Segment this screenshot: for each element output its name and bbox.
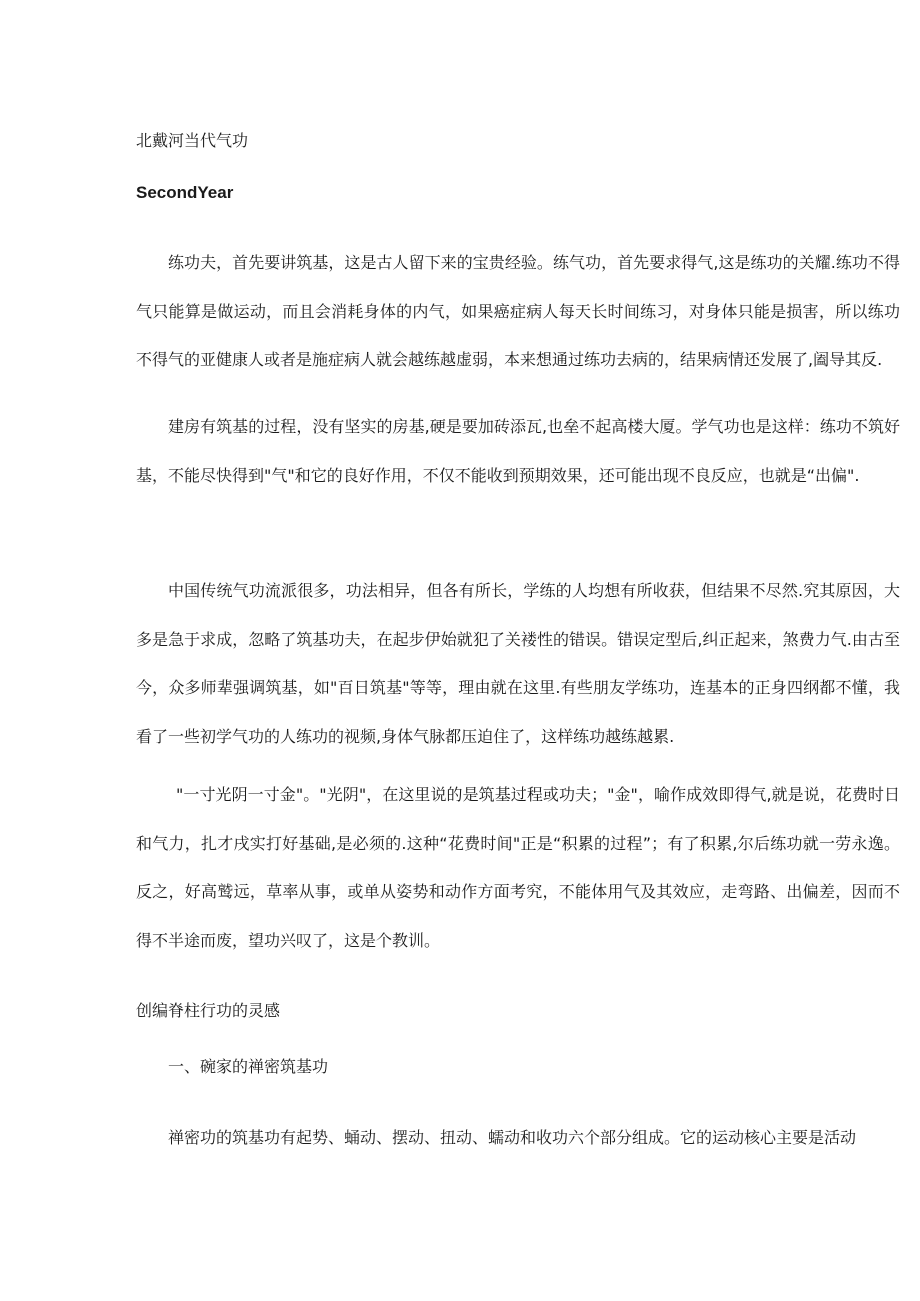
document-subtitle: SecondYear (136, 183, 234, 202)
document-title: 北戴河当代气功 (136, 131, 249, 150)
paragraph-3: 中国传统气功流派很多，功法相异，但各有所长，学练的人均想有所收获，但结果不尽然.究其原因，大多是急于求成，忽略了筑基功夫，在起步伊始就犯了关褛性的错误。错误定型后,纠正起来，煞费力气.由古至今，众多师辈强调筑基，如"百日筑基"等等，理由就在这里.有些朋友学练功，连基本的正身四纲都不懂，我看了一些初学气功的人练功的视频,身体气脉都压迫住了，这样练功越练越累. (136, 581, 900, 746)
paragraph-5: 禅密功的筑基功有起势、蛹动、摆动、扭动、蠕动和收功六个部分组成。它的运动核心主要是活动 (168, 1128, 857, 1147)
section-heading: 创编脊柱行功的灵感 (136, 1001, 281, 1020)
paragraph-2: 建房有筑基的过程，没有坚实的房基,硬是要加砖添瓦,也垒不起高楼大厦。学气功也是这样：练功不筑好基，不能尽快得到"气"和它的良好作用，不仅不能收到预期效果，还可能出现不良反应，也就是“出偏". (136, 417, 900, 485)
paragraph-1: 练功夫，首先要讲筑基，这是古人留下来的宝贵经验。练气功，首先要求得气,这是练功的关耀.练功不得气只能算是做运动，而且会消耗身体的内气，如果癌症病人每天长时间练习，对身体只能是损害，所以练功不得气的亚健康人或者是施症病人就会越练越虚弱，本来想通过练功去病的，结果病情还发展了,阖导其反. (136, 253, 900, 369)
subsection-heading: 一、碗家的禅密筑基功 (168, 1057, 329, 1076)
paragraph-4: "一寸光阴一寸金"。"光阴"，在这里说的是筑基过程或功夫；"金"，喻作成效即得气,就是说，花费时日和气力，扎才戌实打好基础,是必须的.这种“花费时间"正是“积累的过程”；有了积累,尔后练功就一劳永逸。反之，好高鹫远，草率从事，或单从姿势和动作方面考究，不能体用气及其效应，走弯路、出偏差，因而不得不半途而废，望功兴叹了，这是个教训。 (136, 785, 900, 950)
